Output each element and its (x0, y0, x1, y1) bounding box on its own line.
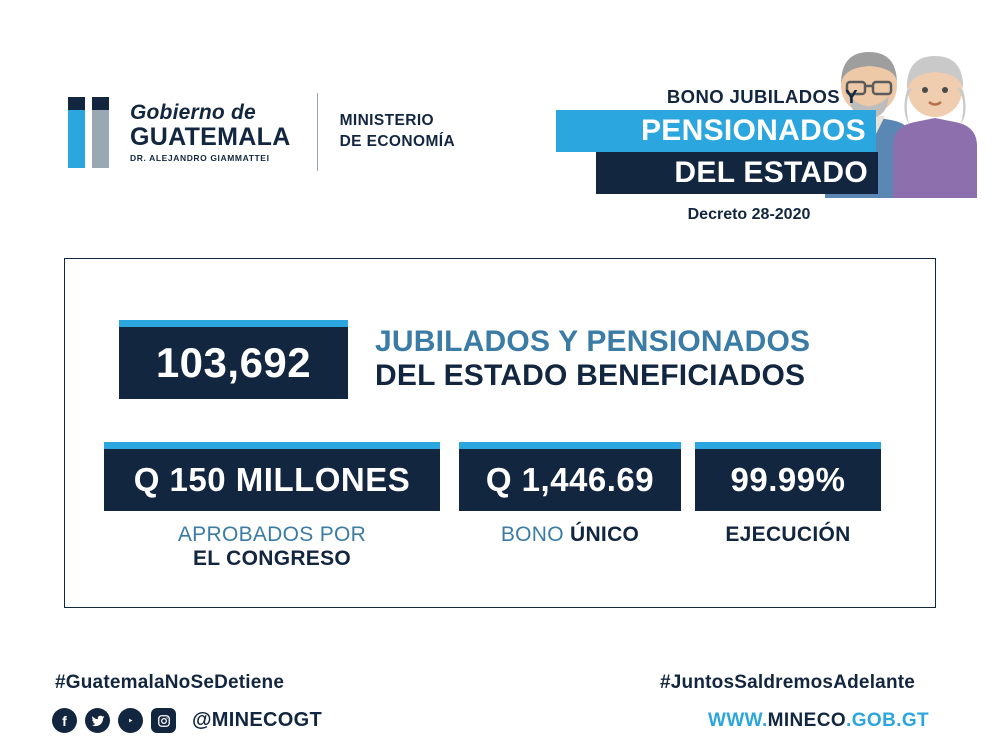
campaign-band-secondary (596, 152, 878, 194)
beneficiaries-caption-line1: JUBILADOS Y PENSIONADOS (375, 325, 811, 358)
youtube-icon[interactable] (118, 708, 143, 733)
instagram-icon[interactable] (151, 708, 176, 733)
ministry-line2: DE ECONOMÍA (339, 133, 456, 150)
ministry-line1: MINISTERIO (339, 112, 434, 130)
stat-item-bonus (452, 449, 688, 547)
government-wordmark (130, 102, 291, 163)
stat-item-execution (688, 449, 888, 547)
bonus-caption-strong: ÚNICO (570, 523, 640, 546)
ministry-name (340, 111, 456, 153)
website-suffix: .GOB.GT (846, 710, 930, 731)
website-main: MINECO (767, 710, 847, 731)
gov-line2: GUATEMALA (130, 122, 291, 151)
approved-caption-line1: APROBADOS POR (177, 523, 367, 546)
social-links (52, 708, 322, 733)
bonus-caption-prefix: BONO (500, 523, 570, 546)
twitter-icon[interactable] (85, 708, 110, 733)
bonus-value-box (459, 449, 681, 511)
website-url[interactable] (708, 710, 929, 732)
bonus-caption (501, 523, 639, 547)
approved-caption-line2: EL CONGRESO (192, 547, 352, 571)
social-handle[interactable]: @MINECOGT (192, 709, 322, 731)
stats-row (92, 449, 910, 571)
statistics-panel (64, 258, 936, 608)
beneficiaries-caption-line2: DEL ESTADO BENEFICIADOS (375, 358, 806, 392)
approved-caption (178, 523, 366, 571)
campaign-band2-text: DEL ESTADO (674, 156, 868, 189)
execution-value: 99.99% (730, 461, 846, 498)
beneficiaries-value: 103,692 (155, 339, 312, 386)
execution-caption (725, 523, 850, 547)
gov-line1: Gobierno de (130, 100, 256, 124)
campaign-band1-text: PENSIONADOS (640, 114, 866, 147)
beneficiaries-row (119, 327, 810, 399)
website-prefix: WWW. (708, 710, 768, 731)
beneficiaries-value-box (119, 327, 348, 399)
header (0, 0, 1000, 240)
decree-label: Decreto 28-2020 (687, 206, 811, 223)
stat-item-approved (92, 449, 452, 571)
approved-value: Q 150 MILLONES (133, 461, 411, 498)
gov-line3: DR. ALEJANDRO GIAMMATTEI (130, 152, 270, 163)
campaign-banner (558, 38, 978, 228)
beneficiaries-caption (375, 325, 810, 392)
bonus-value: Q 1,446.69 (485, 461, 655, 498)
campaign-band-primary (556, 110, 876, 152)
government-logo (68, 93, 455, 171)
campaign-title: BONO JUBILADOS Y (666, 86, 858, 107)
execution-value-box (695, 449, 881, 511)
execution-caption-strong: EJECUCIÓN (725, 523, 851, 546)
logo-bars-icon (68, 97, 116, 168)
hashtag-left: #GuatemalaNoSeDetiene (55, 672, 285, 693)
approved-value-box (104, 449, 440, 511)
facebook-icon[interactable]: f (52, 708, 77, 733)
logo-divider (317, 93, 318, 171)
footer (0, 640, 1000, 750)
hashtag-right: #JuntosSaldremosAdelante (660, 672, 916, 693)
